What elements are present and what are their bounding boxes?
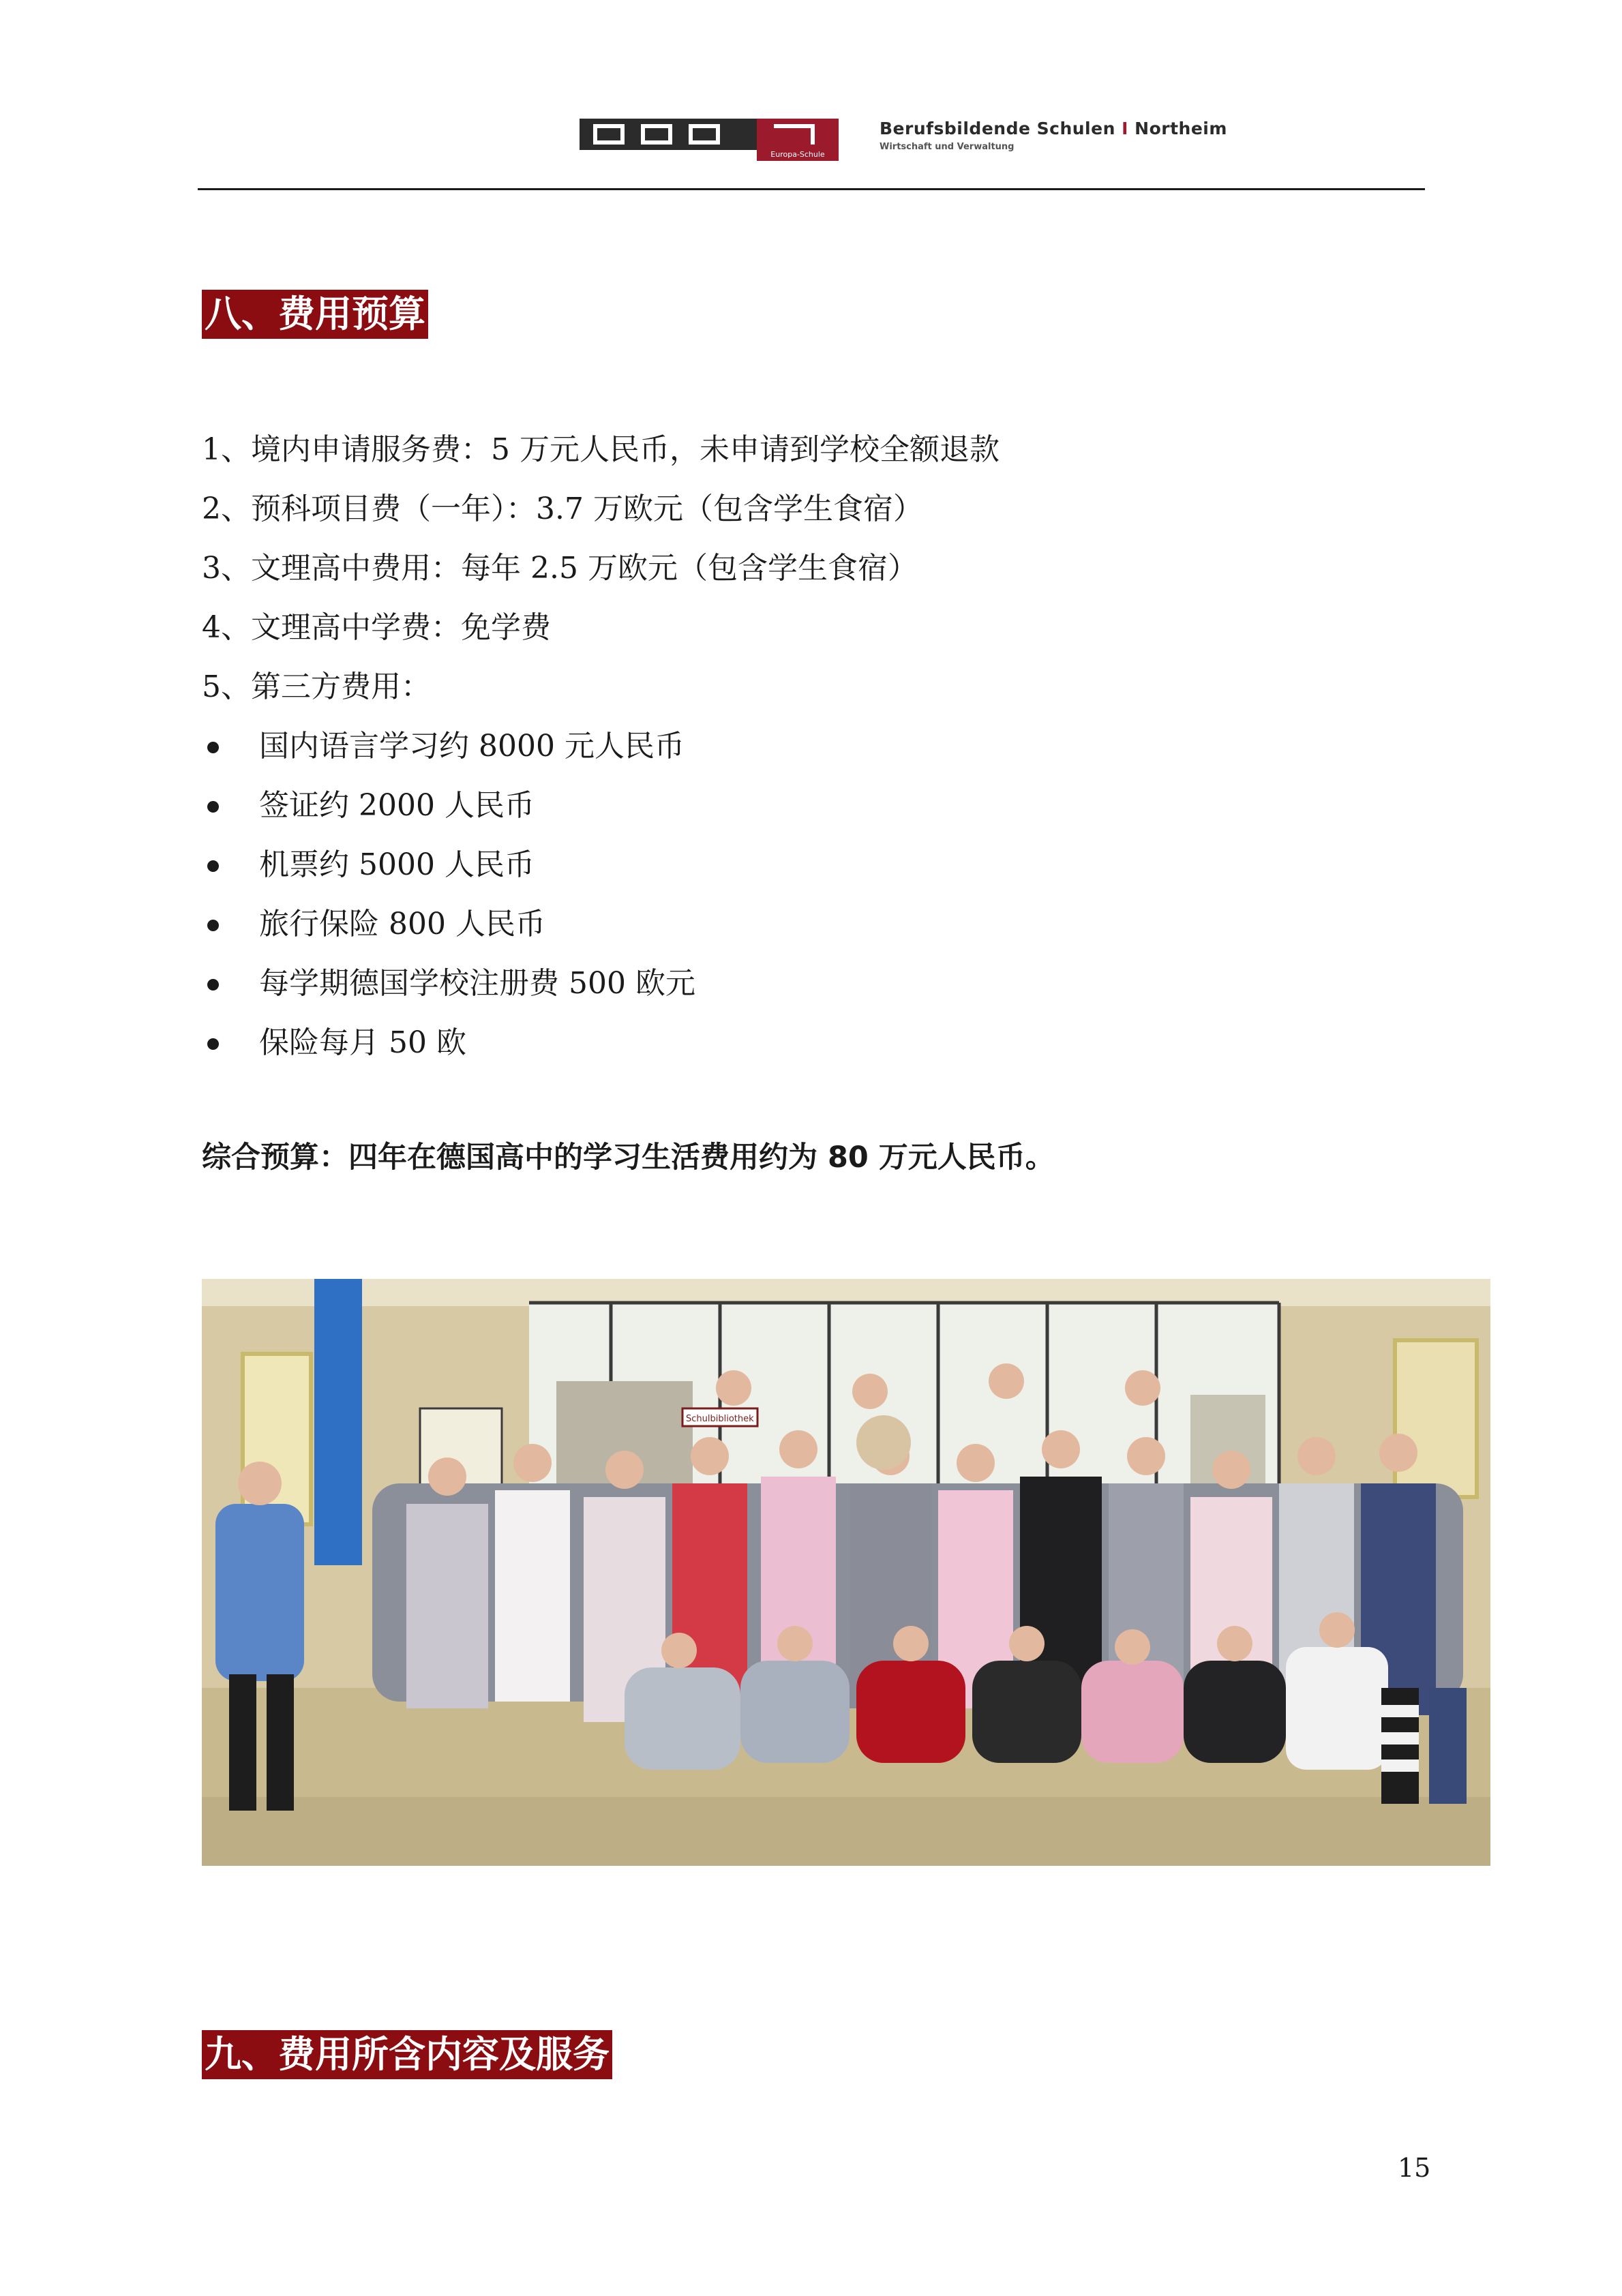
third-party-cost-text: 保险每月 50 欧 <box>259 1025 466 1060</box>
school-name <box>880 119 1227 138</box>
bullet-icon <box>207 1038 219 1050</box>
budget-item: 2、预科项目费（一年）：3.7 万欧元（包含学生食宿） <box>202 492 923 526</box>
third-party-cost-text: 机票约 5000 人民币 <box>259 847 535 882</box>
logo-tagline: Europa-Schule <box>770 150 825 159</box>
budget-item: 3、文理高中费用：每年 2.5 万欧元（包含学生食宿） <box>202 551 918 586</box>
budget-item: 5、第三方费用： <box>202 669 431 704</box>
group-photo-illustration <box>202 1279 1490 1866</box>
third-party-cost-text: 每学期德国学校注册费 500 欧元 <box>259 966 695 1001</box>
budget-summary: 综合预算：四年在德国高中的学习生活费用约为 80 万元人民币。 <box>202 1141 1055 1175</box>
third-party-cost-text: 国内语言学习约 8000 元人民币 <box>259 729 685 764</box>
budget-item: 1、境内申请服务费：5 万元人民币，未申请到学校全额退款 <box>202 432 1000 467</box>
bullet-icon <box>207 801 219 813</box>
group-photo <box>202 1279 1490 1866</box>
budget-item: 4、文理高中学费：免学费 <box>202 610 551 645</box>
school-name-part1: Berufsbildende Schulen <box>880 119 1115 138</box>
third-party-cost-item <box>202 716 1415 776</box>
school-name-part2: Northeim <box>1135 119 1227 138</box>
third-party-cost-item <box>202 894 1415 954</box>
bullet-icon <box>207 920 219 931</box>
school-subtitle: Wirtschaft und Verwaltung <box>880 142 1015 152</box>
third-party-cost-item <box>202 776 1415 835</box>
library-sign-text: Schulbibliothek <box>686 1414 754 1424</box>
bullet-icon <box>207 742 219 753</box>
third-party-cost-item <box>202 1013 1415 1072</box>
logo-numeral <box>774 124 815 145</box>
logo-letter-b1 <box>593 124 625 145</box>
section-heading-included-services: 九、费用所含内容及服务 <box>202 2030 612 2079</box>
logo-letter-b2 <box>641 124 672 145</box>
third-party-cost-text: 签证约 2000 人民币 <box>259 788 535 823</box>
page-number: 15 <box>1398 2153 1431 2183</box>
third-party-cost-item <box>202 835 1415 894</box>
page-header <box>198 113 1425 195</box>
section-heading-budget: 八、费用预算 <box>202 290 428 339</box>
school-name-separator: I <box>1122 119 1128 138</box>
third-party-cost-text: 旅行保险 800 人民币 <box>259 907 545 941</box>
header-divider <box>198 188 1425 190</box>
logo-letter-s <box>689 124 720 145</box>
bullet-icon <box>207 860 219 872</box>
bullet-icon <box>207 979 219 991</box>
school-logo <box>580 119 839 161</box>
budget-list <box>202 420 1415 1072</box>
third-party-cost-item <box>202 954 1415 1013</box>
